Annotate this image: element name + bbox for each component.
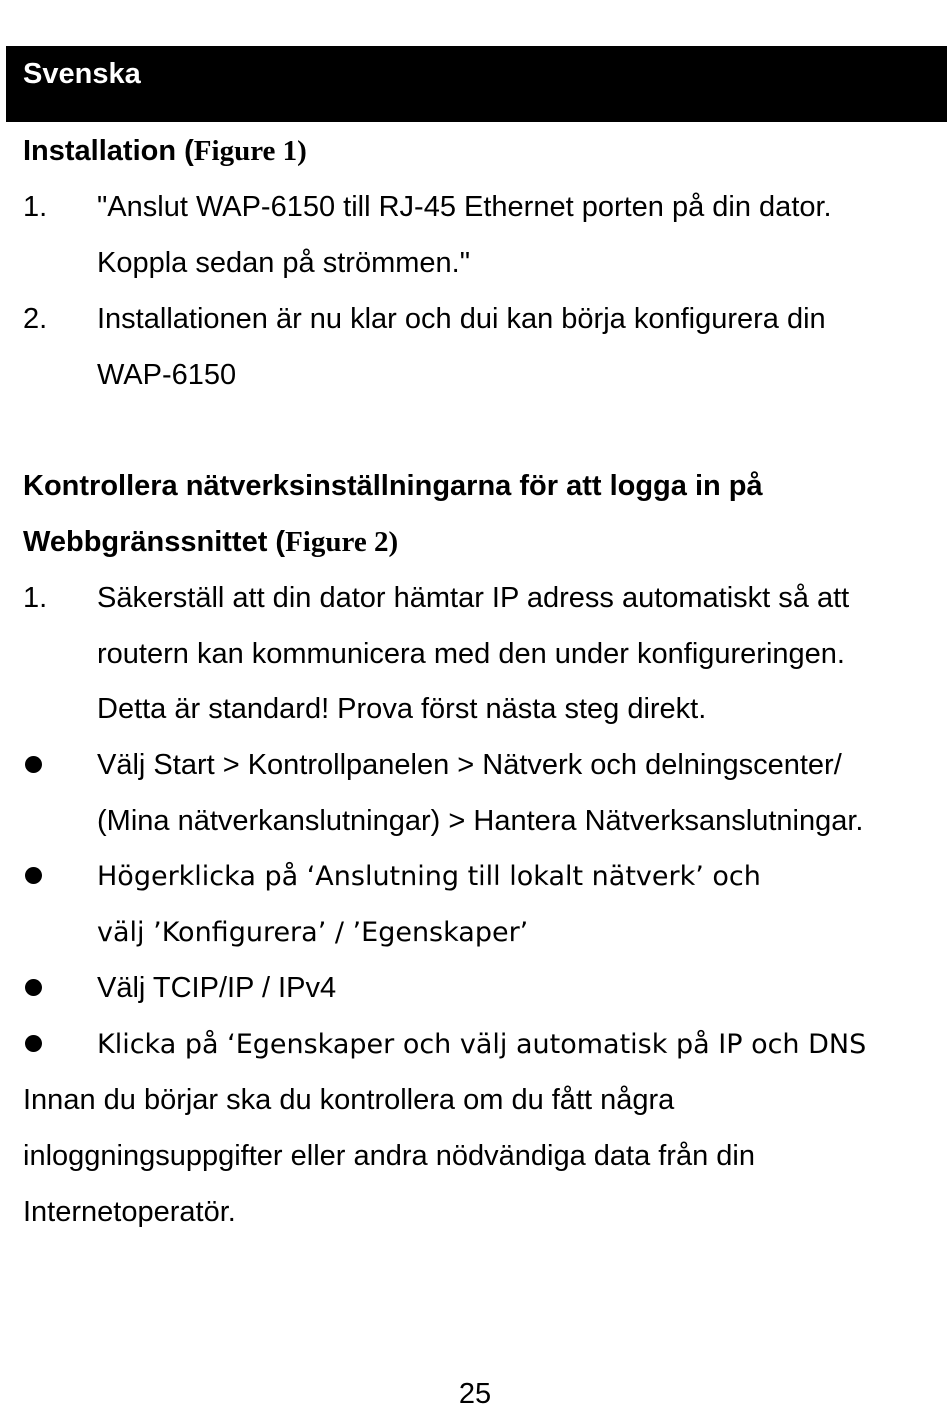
step-number: 1. xyxy=(23,191,48,223)
step-text-line: Säkerställ att din dator hämtar IP adress automatiskt så att xyxy=(97,582,850,614)
installation-heading xyxy=(23,134,307,168)
step-text-line: "Anslut WAP-6150 till RJ-45 Ethernet porten på din dator. xyxy=(97,191,832,223)
bullet-text-line: Välj TCIP/IP / IPv4 xyxy=(97,972,337,1004)
bullet-text-line: Välj Start > Kontrollpanelen > Nätverk och delningscenter/ xyxy=(97,749,842,781)
bullet-text-line: (Mina nätverkanslutningar) > Hantera Nätverksanslutningar. xyxy=(97,805,864,837)
step-text-line: Detta är standard! Prova först nästa steg direkt. xyxy=(97,693,707,725)
note-text-line: Innan du börjar ska du kontrollera om du fått några xyxy=(23,1084,675,1116)
language-banner xyxy=(6,46,947,122)
note-text-line: Internetoperatör. xyxy=(23,1196,236,1228)
step-text-line: Installationen är nu klar och dui kan börja konfigurera din xyxy=(97,303,826,335)
installation-heading-text: Installation ( xyxy=(23,135,194,167)
bullet-dot xyxy=(25,756,42,773)
network-settings-figure-ref: Figure 2) xyxy=(285,526,399,558)
note-text-line: inloggningsuppgifter eller andra nödvändiga data från din xyxy=(23,1140,755,1172)
network-settings-heading-text: Webbgränssnittet ( xyxy=(23,526,286,558)
step-text-line: Koppla sedan på strömmen." xyxy=(97,247,471,279)
network-settings-heading: Kontrollera nätverksinställningarna för att logga in på xyxy=(23,470,763,502)
banner-title: Svenska xyxy=(23,58,141,90)
bullet-text-line: Klicka på ‘Egenskaper och välj automatisk på IP och DNS xyxy=(97,1029,867,1060)
bullet-dot xyxy=(25,979,42,996)
bullet-text-line: välj ’Konfigurera’ / ’Egenskaper’ xyxy=(97,917,529,948)
page-number: 25 xyxy=(458,1378,492,1410)
step-number: 1. xyxy=(23,582,48,614)
step-number: 2. xyxy=(23,303,48,335)
step-text-line: routern kan kommunicera med den under konfigureringen. xyxy=(97,638,845,670)
step-text-line: WAP-6150 xyxy=(97,359,237,391)
bullet-dot xyxy=(25,867,42,884)
network-settings-heading-cont xyxy=(23,525,398,559)
installation-figure-ref: Figure 1) xyxy=(193,135,307,167)
bullet-dot xyxy=(25,1035,42,1052)
bullet-text-line: Högerklicka på ‘Anslutning till lokalt nätverk’ och xyxy=(97,861,761,892)
